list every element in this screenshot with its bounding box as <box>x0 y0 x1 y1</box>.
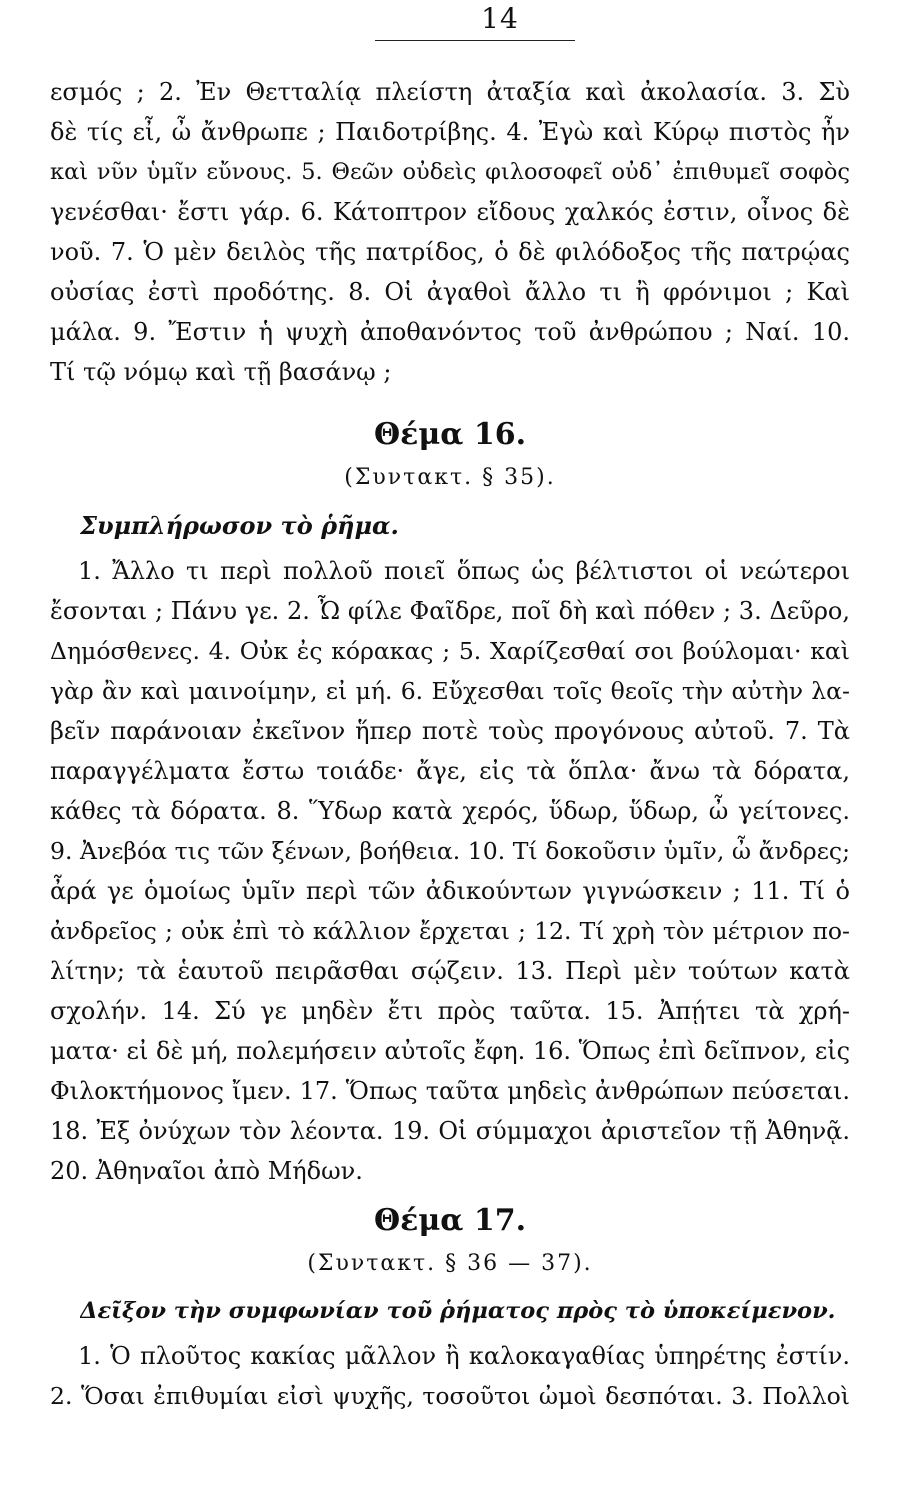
text-line: ἆρά γε ὁμοίως ὑμῖν περὶ τῶν ἀδικούντων γιγνώσκειν ; 11. Τί ὁ <box>50 877 850 905</box>
text-line: μάλα. 9. Ἔστιν ἡ ψυχὴ ἀποθανόντος τοῦ ἀνθρώπου ; Ναί. 10. <box>50 318 850 346</box>
theme-17-instruction: Δεῖξον τὴν συμφωνίαν τοῦ ῥήματος πρὸς τὸ ὑποκείμενον. <box>80 1298 836 1324</box>
text-line: ματα· εἰ δὲ μή, πολεμήσειν αὐτοῖς ἔφη. 16. Ὅπως ἐπὶ δεῖπνον, εἰς <box>50 1037 850 1065</box>
text-line: 18. Ἐξ ὀνύχων τὸν λέοντα. 19. Οἱ σύμμαχοι ἀριστεῖον τῇ Ἀθηνᾷ. <box>50 1117 850 1145</box>
text-line: ἔσονται ; Πάνυ γε. 2. Ὦ φίλε Φαῖδρε, ποῖ δὴ καὶ πόθεν ; 3. Δεῦρο, <box>50 597 850 625</box>
text-line: 20. Ἀθηναῖοι ἀπὸ Μήδων. <box>50 1157 363 1185</box>
book-page <box>50 0 850 1500</box>
text-line: σχολήν. 14. Σύ γε μηδὲν ἔτι πρὸς ταῦτα. 15. Ἀπῄτει τὰ χρή- <box>50 997 850 1025</box>
text-line: 1. Ἄλλο τι περὶ πολλοῦ ποιεῖ ὅπως ὡς βέλτιστοι οἱ νεώτεροι <box>78 557 850 585</box>
text-line: παραγγέλματα ἔστω τοιάδε· ἄγε, εἰς τὰ ὅπλα· ἄνω τὰ δόρατα, <box>50 757 850 785</box>
text-line: εσμός ; 2. Ἐν Θετταλίᾳ πλείστη ἀταξία καὶ ἀκολασία. 3. Σὺ <box>50 78 850 106</box>
text-line: Φιλοκτήμονος ἴμεν. 17. Ὅπως ταῦτα μηδεὶς ἀνθρώπων πεύσεται. <box>50 1077 850 1105</box>
theme-16-title: Θέμα 16. <box>373 417 527 452</box>
text-line: βεῖν παράνοιαν ἐκεῖνον ἥπερ ποτὲ τοὺς προγόνους αὐτοῦ. 7. Τὰ <box>50 717 850 745</box>
theme-17-reference: (Συντακτ. § 36 — 37). <box>307 1251 593 1276</box>
text-line: γὰρ ἂν καὶ μαινοίμην, εἰ μή. 6. Εὔχεσθαι τοῖς θεοῖς τὴν αὐτὴν λα- <box>50 677 850 705</box>
text-line: 2. Ὅσαι ἐπιθυμίαι εἰσὶ ψυχῆς, τοσοῦτοι ὠμοὶ δεσπόται. 3. Πολλοὶ <box>50 1382 850 1410</box>
text-line: Τί τῷ νόμῳ καὶ τῇ βασάνῳ ; <box>50 358 392 386</box>
text-line: 9. Ἀνεβόα τις τῶν ξένων, βοήθεια. 10. Τί δοκοῦσιν ὑμῖν, ὦ ἄνδρες; <box>50 837 850 865</box>
text-line: νοῦ. 7. Ὁ μὲν δειλὸς τῆς πατρίδος, ὁ δὲ φιλόδοξος τῆς πατρῴας <box>50 238 850 266</box>
text-line: οὐσίας ἐστὶ προδότης. 8. Οἱ ἀγαθοὶ ἄλλο τι ἢ φρόνιμοι ; Καὶ <box>50 278 850 306</box>
text-line: καὶ νῦν ὑμῖν εὔνους. 5. Θεῶν οὐδεὶς φιλοσοφεῖ οὐδ᾽ ἐπιθυμεῖ σοφὸς <box>50 159 850 185</box>
text-line: ἀνδρεῖος ; οὐκ ἐπὶ τὸ κάλλιον ἔρχεται ; 12. Τί χρὴ τὸν μέτριον πο- <box>50 917 850 945</box>
text-line: γενέσθαι· ἔστι γάρ. 6. Κάτοπτρον εἴδους χαλκός ἐστιν, οἶνος δὲ <box>50 198 850 226</box>
theme-16-instruction: Συμπλήρωσον τὸ ῥῆμα. <box>80 511 399 540</box>
theme-17-title: Θέμα 17. <box>373 1203 527 1238</box>
text-line: κάθες τὰ δόρατα. 8. Ὕδωρ κατὰ χερός, ὕδωρ, ὕδωρ, ὦ γείτονες. <box>50 797 850 825</box>
header-rule <box>375 40 575 41</box>
text-line: λίτην; τὰ ἑαυτοῦ πειρᾶσθαι σῴζειν. 13. Περὶ μὲν τούτων κατὰ <box>50 957 850 985</box>
text-line: δὲ τίς εἶ, ὦ ἄνθρωπε ; Παιδοτρίβης. 4. Ἐγὼ καὶ Κύρῳ πιστὸς ἦν <box>50 118 850 146</box>
text-line: Δημόσθενες. 4. Οὐκ ἐς κόρακας ; 5. Χαρίζεσθαί σοι βούλομαι· καὶ <box>50 637 850 665</box>
text-line: 1. Ὁ πλοῦτος κακίας μᾶλλον ἢ καλοκαγαθίας ὑπηρέτης ἐστίν. <box>78 1342 850 1370</box>
theme-16-reference: (Συντακτ. § 35). <box>344 465 556 490</box>
page-number: 14 <box>481 2 519 35</box>
